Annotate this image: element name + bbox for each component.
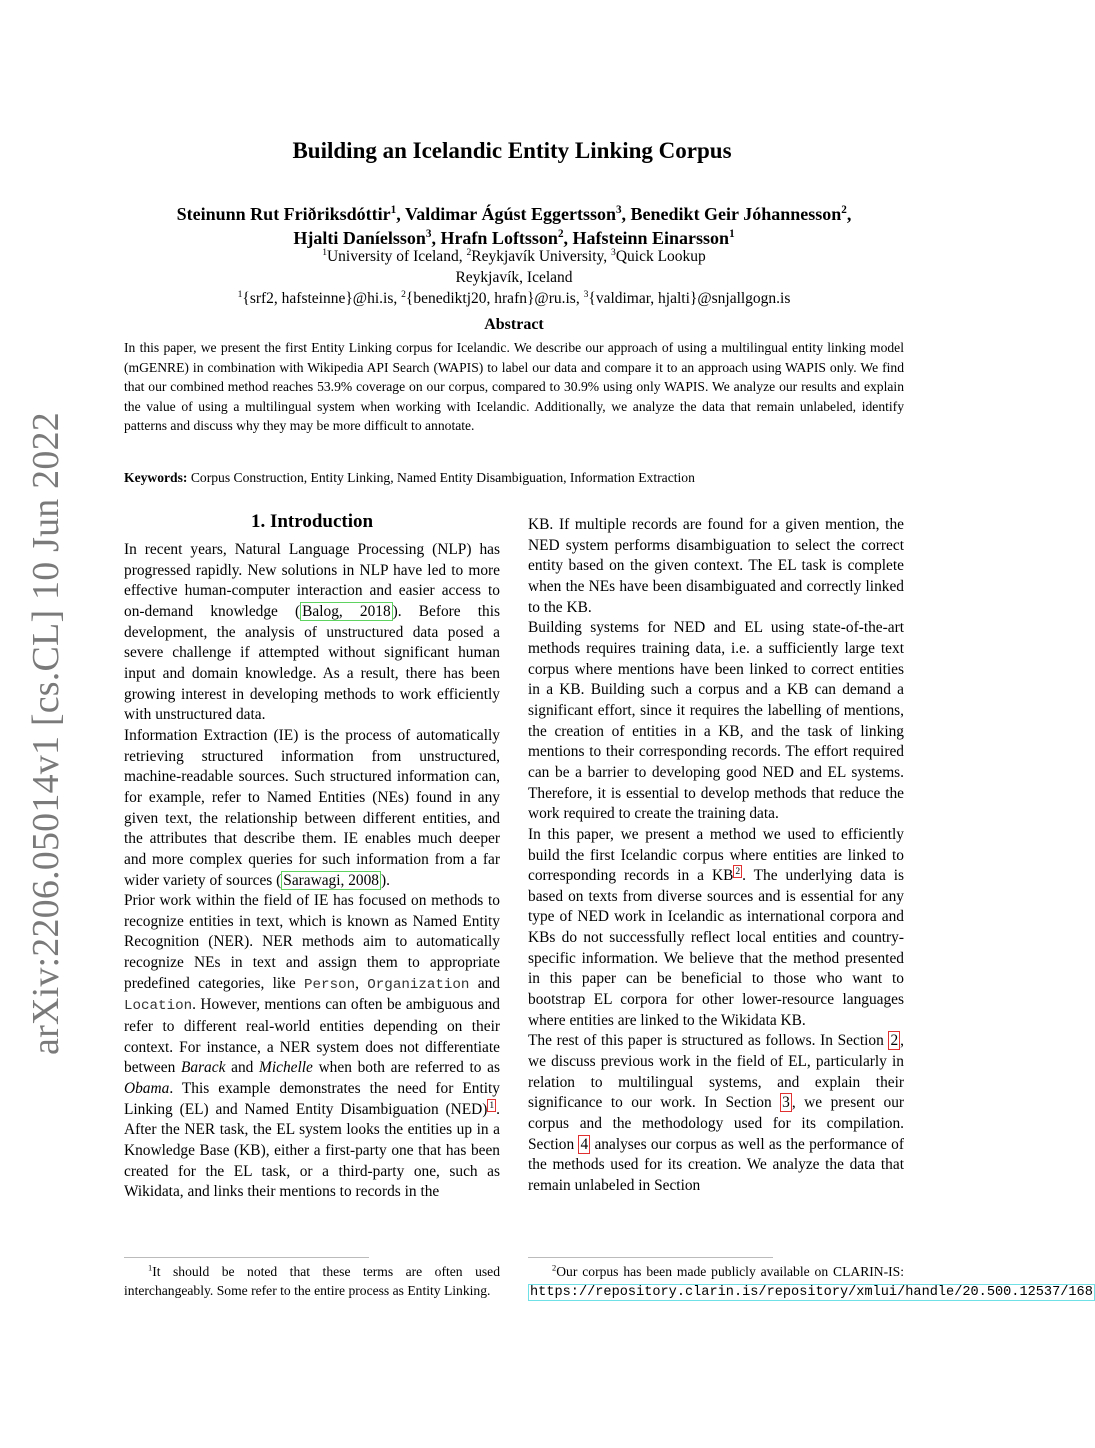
author-affil-mark: 1	[390, 204, 397, 216]
author-affil-mark: 3	[615, 204, 622, 216]
section-link[interactable]: 4	[580, 1135, 589, 1153]
footnote-divider	[124, 1257, 369, 1258]
code-term: Location	[124, 998, 193, 1015]
paragraph: Building systems for NED and EL using state-of-the-art methods requires training data, i.e. a sufficiently large text corpus where mentions have been linked to correct entities in a KB. Building such a corpus and a KB can demand a significant effort, since it requires the labelling of mentions, the creation of entities in a KB, and the task of linking mentions to their corresponding records. The effort required can be a barrier to developing good NED and EL systems. Therefore, it is essential to develop methods that reduce the work required to create the training data.	[528, 619, 904, 823]
author-affil-mark: 2	[841, 204, 847, 216]
repository-url-link[interactable]: https://repository.clarin.is/repository/xmlui/handle/20.500.12537/168	[530, 1285, 1093, 1300]
footnote-2: $^2$Our corpus has been made publicly available on CLARIN-IS: https://repository.clarin.is/repository/xmlui/handle/20.500.12537/168	[530, 1262, 1093, 1300]
footnote-link[interactable]: 2	[735, 866, 741, 878]
code-term: Person	[304, 976, 356, 993]
keywords-label: Keywords:	[124, 470, 188, 485]
paragraph: Information Extraction (IE) is the process of automatically retrieving structured information from unstructured, machine-readable sources. Such structured information can, for example, refer to Named Entities (NEs) found in any given text, the relationship between different entities, and the attributes that describe them. IE enables much deeper and more complex queries for such information from a far wider variety of sources ( Sarawagi, 2008 ).	[124, 726, 500, 889]
affiliation-line: $^1$University of Iceland, $^2$Reykjavík University, $^3$Quick Lookup	[322, 246, 706, 265]
author-list: Steinunn Rut Friðriksdóttir$^1$, Valdimar Ágúst Eggertsson$^3$, Benedikt Geir Jóhannesson$^2$, Hjalti Daníelsson$^3$, Hrafn Loftsson$^2$, Hafsteinn Einarsson$^1$	[176, 204, 852, 248]
section-link[interactable]: 3	[782, 1094, 790, 1112]
code-term: Organization	[367, 976, 470, 993]
citation-link[interactable]: Sarawagi, 2008	[283, 871, 380, 889]
paper-title: Building an Icelandic Entity Linking Corpus	[292, 138, 732, 163]
footnote-1: $^1$It should be noted that these terms are often used interchangeably. Some refer to the entire process as Entity Linking.	[124, 1262, 500, 1298]
author-name: Hjalti Daníelsson	[293, 228, 426, 248]
author-name: Steinunn Rut Friðriksdóttir	[176, 204, 391, 224]
affiliation-emails: $^1${srf2, hafsteinne}@hi.is, $^2${benediktj20, hrafn}@ru.is, $^3${valdimar, hjalti}@snjallgogn.is	[237, 288, 791, 307]
footnote-link[interactable]: 1	[489, 1099, 495, 1111]
paragraph: The rest of this paper is structured as follows. In Section 2 , we discuss previous work in the field of EL, particularly in relation to multilingual systems, and explain their significance to our work. In Section 3 , we present our corpus and the methodology used for its compilation. Section 4 analyses our corpus as well as the performance of the methods used for its creation. We analyze the data that remain unlabeled in Section	[528, 1032, 905, 1194]
affiliation-city: Reykjavík, Iceland	[455, 269, 573, 286]
paragraph: In recent years, Natural Language Processing (NLP) has progressed rapidly. New solutions in NLP have led to more effective human-computer interaction and easier access to on-demand knowledge ( Balog, 2018 ). Before this development, the analysis of unstructured data posed a severe challenge if attempted without significant human input and domain knowledge. As a result, there has been growing interest in developing methods to work efficiently with unstructured data.	[124, 541, 500, 724]
author-affil-mark: 3	[425, 228, 432, 240]
abstract-text: In this paper, we present the first Entity Linking corpus for Icelandic. We describe our approach of using a multilingual entity linking model (mGENRE) in combination with Wikipedia API Search (WAPIS) to label our data and compare it to an approach using WAPIS only. We find that our combined method reaches 53.9% coverage on our corpus, compared to 30.9% using only WAPIS. We analyze our results and explain the value of using a multilingual system when working with Icelandic. Additionally, we analyze the data that remain unlabeled, identify patterns and discuss why they may be more difficult to annotate.	[124, 340, 904, 433]
right-column	[528, 515, 904, 1197]
keywords	[124, 468, 904, 488]
footnote-divider	[528, 1257, 773, 1258]
paragraph: In this paper, we present a method we used to efficiently build the first Icelandic corpus where entities are linked to corresponding records in a KB $^2$ . The underlying data is based on texts from diverse sources and is essential for any type of NED work in Icelandic as international corpora and KBs do not successfully reflect local entities and country-specific information. We believe that the method presented in this paper can be beneficial to those who want to bootstrap EL corpora for other lower-resource languages where entities are linked to the Wikidata KB.	[528, 825, 904, 1029]
author-affil-mark: 2	[557, 228, 564, 240]
left-column	[124, 540, 500, 1203]
author-name: Valdimar Ágúst Eggertsson	[404, 204, 616, 224]
author-name: Hrafn Loftsson	[440, 228, 558, 248]
arxiv-identifier: arXiv:2206.05014v1 [cs.CL] 10 Jun 2022	[25, 412, 67, 1055]
section-link[interactable]: 2	[890, 1032, 899, 1050]
section-heading-introduction: 1. Introduction	[250, 511, 374, 532]
author-affil-mark: 1	[729, 228, 735, 240]
abstract-heading: Abstract	[484, 316, 544, 333]
author-name: Hafsteinn Einarsson	[572, 228, 730, 248]
author-name: Benedikt Geir Jóhannesson	[630, 204, 842, 224]
paragraph: KB. If multiple records are found for a given mention, the NED system performs disambiguation to select the correct entity based on the given context. The EL task is complete when the NEs have been disambiguated and correctly linked to the KB.	[528, 516, 904, 616]
paragraph: Prior work within the field of IE has focused on methods to recognize entities in text, which is known as Named Entity Recognition (NER). NER methods aim to automatically recognize NEs in text and assign them to appropriate predefined categories, like Person, Organization and Location. However, mentions can often be ambiguous and refer to different real-world entities depending on their context. For instance, a NER system does not differentiate between Barack and Michelle when both are referred to as Obama. This example demonstrates the need for Entity Linking (EL) and Named Entity Disambiguation (NED) $^1$ . After the NER task, the EL system looks the entities up in a Knowledge Base (KB), either a first-party one that has been created for the EL task, or a third-party one, such as Wikidata, and links their mentions to records in the	[124, 892, 500, 1201]
keywords-list: Corpus Construction, Entity Linking, Named Entity Disambiguation, Information Extraction	[190, 470, 695, 485]
affiliations	[124, 246, 904, 309]
citation-link[interactable]: Balog, 2018	[302, 602, 391, 620]
